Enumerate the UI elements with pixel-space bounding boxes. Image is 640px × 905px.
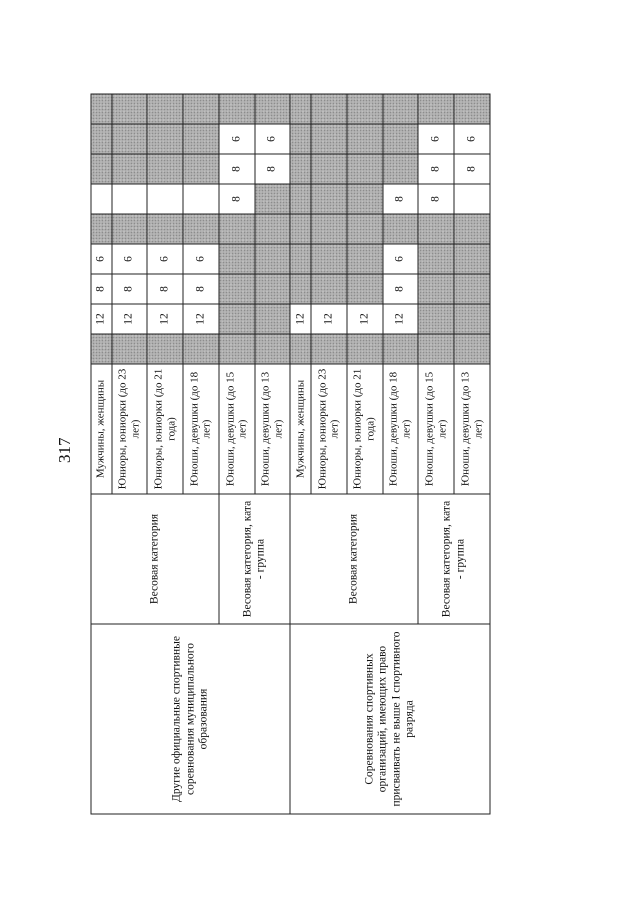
value-cell: 8 bbox=[454, 154, 490, 184]
value-cell bbox=[255, 304, 291, 334]
age-group-cell: Юноши, девушки (до 18 лет) bbox=[183, 364, 219, 494]
value-cell bbox=[255, 274, 291, 304]
value-cell: 6 bbox=[183, 244, 219, 274]
value-cell bbox=[418, 94, 454, 124]
value-cell bbox=[112, 94, 148, 124]
value-cell bbox=[183, 124, 219, 154]
value-cell bbox=[290, 334, 311, 364]
age-group-cell: Мужчины, женщины bbox=[290, 364, 311, 494]
age-group-cell: Юноши, девушки (до 15 лет) bbox=[418, 364, 454, 494]
value-cell: 8 bbox=[255, 154, 291, 184]
value-cell bbox=[112, 334, 148, 364]
value-cell: 12 bbox=[290, 304, 311, 334]
value-cell bbox=[91, 334, 112, 364]
page-number: 317 bbox=[55, 437, 74, 463]
value-cell bbox=[454, 304, 490, 334]
value-cell: 6 bbox=[219, 124, 255, 154]
value-cell: 8 bbox=[91, 274, 112, 304]
value-cell bbox=[347, 334, 383, 364]
value-cell: 8 bbox=[418, 154, 454, 184]
age-group-cell: Мужчины, женщины bbox=[91, 364, 112, 494]
value-cell bbox=[112, 154, 148, 184]
value-cell bbox=[290, 184, 311, 214]
value-cell: 8 bbox=[219, 154, 255, 184]
value-cell: 6 bbox=[418, 124, 454, 154]
value-cell bbox=[418, 244, 454, 274]
value-cell bbox=[147, 184, 183, 214]
value-cell: 12 bbox=[147, 304, 183, 334]
value-cell bbox=[347, 244, 383, 274]
value-cell bbox=[383, 154, 419, 184]
value-cell: 8 bbox=[183, 274, 219, 304]
value-cell bbox=[418, 274, 454, 304]
value-cell: 8 bbox=[147, 274, 183, 304]
value-cell bbox=[311, 124, 347, 154]
value-cell bbox=[311, 214, 347, 244]
value-cell bbox=[347, 184, 383, 214]
value-cell: 6 bbox=[383, 244, 419, 274]
value-cell bbox=[454, 94, 490, 124]
value-cell bbox=[347, 124, 383, 154]
value-cell bbox=[347, 274, 383, 304]
value-cell bbox=[147, 94, 183, 124]
value-cell bbox=[454, 274, 490, 304]
value-cell bbox=[454, 334, 490, 364]
value-cell bbox=[91, 94, 112, 124]
competition-cell: Соревнования спортивных организаций, имеющих право присваивать не выше I спортивного разряда bbox=[290, 624, 490, 814]
value-cell: 12 bbox=[112, 304, 148, 334]
value-cell bbox=[91, 154, 112, 184]
value-cell bbox=[91, 124, 112, 154]
value-cell bbox=[147, 154, 183, 184]
value-cell bbox=[219, 274, 255, 304]
value-cell bbox=[183, 334, 219, 364]
value-cell bbox=[255, 214, 291, 244]
value-cell: 8 bbox=[219, 184, 255, 214]
value-cell bbox=[147, 124, 183, 154]
value-cell: 8 bbox=[383, 274, 419, 304]
ranking-table bbox=[91, 94, 491, 815]
value-cell bbox=[255, 184, 291, 214]
age-group-cell: Юноши, девушки (до 18 лет) bbox=[383, 364, 419, 494]
value-cell bbox=[219, 304, 255, 334]
value-cell bbox=[454, 214, 490, 244]
value-cell bbox=[147, 214, 183, 244]
value-cell: 8 bbox=[112, 274, 148, 304]
value-cell bbox=[147, 334, 183, 364]
value-cell bbox=[183, 94, 219, 124]
table-row bbox=[290, 94, 311, 814]
value-cell: 8 bbox=[383, 184, 419, 214]
age-group-cell: Юниоры, юниорки (до 21 года) bbox=[147, 364, 183, 494]
table-row bbox=[91, 94, 112, 814]
value-cell bbox=[347, 94, 383, 124]
value-cell bbox=[290, 94, 311, 124]
age-group-cell: Юноши, девушки (до 13 лет) bbox=[255, 364, 291, 494]
value-cell bbox=[418, 304, 454, 334]
value-cell bbox=[183, 154, 219, 184]
value-cell bbox=[311, 184, 347, 214]
value-cell bbox=[183, 214, 219, 244]
value-cell bbox=[112, 214, 148, 244]
value-cell bbox=[91, 214, 112, 244]
value-cell bbox=[383, 94, 419, 124]
value-cell: 12 bbox=[311, 304, 347, 334]
value-cell bbox=[219, 244, 255, 274]
value-cell bbox=[290, 214, 311, 244]
value-cell bbox=[311, 274, 347, 304]
value-cell: 6 bbox=[255, 124, 291, 154]
value-cell: 8 bbox=[418, 184, 454, 214]
discipline-cell: Весовая категория, ката - группа bbox=[219, 494, 291, 624]
value-cell bbox=[112, 124, 148, 154]
value-cell bbox=[255, 94, 291, 124]
value-cell bbox=[91, 184, 112, 214]
value-cell bbox=[311, 244, 347, 274]
value-cell: 12 bbox=[347, 304, 383, 334]
value-cell bbox=[311, 334, 347, 364]
value-cell: 6 bbox=[454, 124, 490, 154]
value-cell bbox=[183, 184, 219, 214]
value-cell bbox=[290, 124, 311, 154]
value-cell bbox=[311, 154, 347, 184]
discipline-cell: Весовая категория bbox=[290, 494, 418, 624]
value-cell bbox=[383, 124, 419, 154]
age-group-cell: Юниоры, юниорки (до 23 лет) bbox=[311, 364, 347, 494]
age-group-cell: Юноши, девушки (до 13 лет) bbox=[454, 364, 490, 494]
value-cell: 6 bbox=[91, 244, 112, 274]
value-cell: 12 bbox=[383, 304, 419, 334]
value-cell bbox=[219, 334, 255, 364]
value-cell bbox=[290, 154, 311, 184]
age-group-cell: Юниоры, юниорки (до 21 года) bbox=[347, 364, 383, 494]
value-cell bbox=[311, 94, 347, 124]
value-cell bbox=[383, 334, 419, 364]
value-cell bbox=[347, 214, 383, 244]
value-cell: 6 bbox=[147, 244, 183, 274]
table-wrapper bbox=[90, 94, 490, 814]
value-cell bbox=[112, 184, 148, 214]
value-cell bbox=[383, 214, 419, 244]
value-cell bbox=[219, 94, 255, 124]
value-cell bbox=[255, 334, 291, 364]
value-cell: 6 bbox=[112, 244, 148, 274]
value-cell bbox=[290, 274, 311, 304]
age-group-cell: Юноши, девушки (до 15 лет) bbox=[219, 364, 255, 494]
value-cell: 12 bbox=[91, 304, 112, 334]
value-cell bbox=[290, 244, 311, 274]
value-cell bbox=[454, 244, 490, 274]
value-cell bbox=[454, 184, 490, 214]
competition-cell: Другие официальные спортивные соревнования муниципального образования bbox=[91, 624, 290, 814]
discipline-cell: Весовая категория, ката - группа bbox=[418, 494, 490, 624]
value-cell bbox=[255, 244, 291, 274]
discipline-cell: Весовая категория bbox=[91, 494, 219, 624]
age-group-cell: Юниоры, юниорки (до 23 лет) bbox=[112, 364, 148, 494]
value-cell bbox=[418, 334, 454, 364]
value-cell bbox=[418, 214, 454, 244]
value-cell bbox=[347, 154, 383, 184]
value-cell bbox=[219, 214, 255, 244]
value-cell: 12 bbox=[183, 304, 219, 334]
